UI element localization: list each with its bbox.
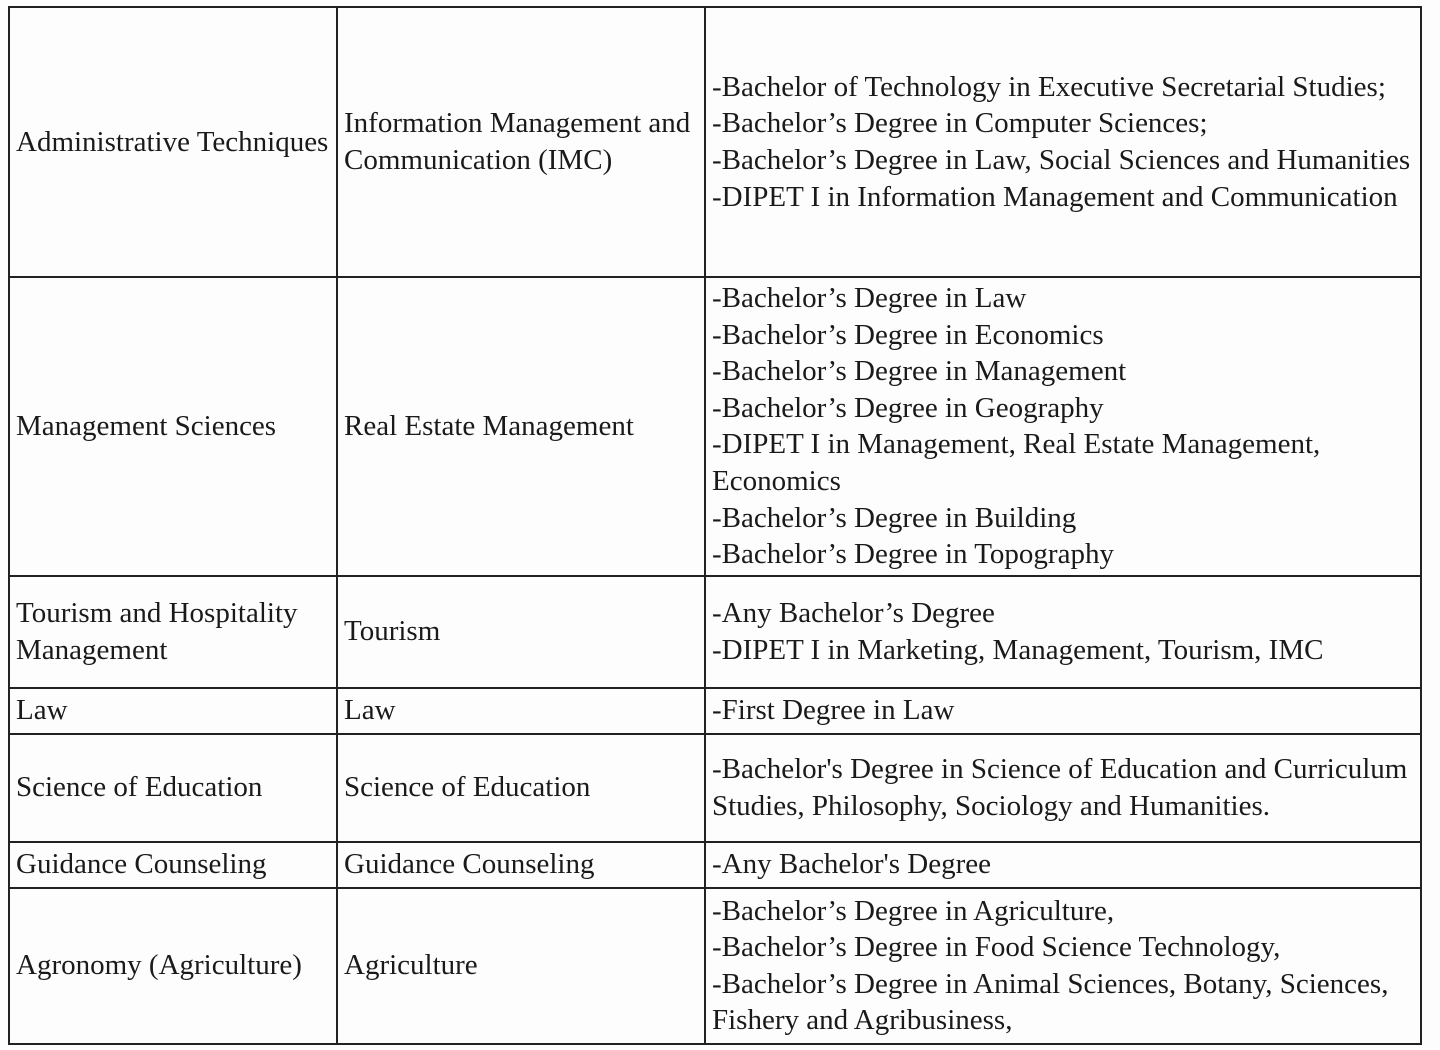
programme-cell: Information Management and Communication (IMC) xyxy=(337,7,705,277)
requirement-line: -Bachelor’s Degree in Law xyxy=(712,282,1027,314)
programme-cell: Real Estate Management xyxy=(337,277,705,576)
requirement-line: -Bachelor of Technology in Executive Secretarial Studies; xyxy=(712,70,1386,103)
table-row xyxy=(9,888,1421,1044)
field-cell: Law xyxy=(9,688,337,734)
table-row xyxy=(9,688,1421,734)
requirements-cell xyxy=(705,277,1421,576)
requirements-cell xyxy=(705,734,1421,842)
table-row xyxy=(9,734,1421,842)
requirement-line: -Bachelor’s Degree in Law, Social Sciences and Humanities xyxy=(712,144,1411,176)
field-cell: Administrative Techniques xyxy=(9,7,337,277)
requirements-cell xyxy=(705,688,1421,734)
requirement-line: -Any Bachelor’s Degree xyxy=(712,597,995,630)
programme-cell: Tourism xyxy=(337,576,705,688)
table-row xyxy=(9,7,1421,277)
table-row xyxy=(9,277,1421,576)
requirement-line: -DIPET I in Marketing, Management, Tourism, IMC xyxy=(712,633,1324,666)
field-cell: Tourism and Hospitality Management xyxy=(9,576,337,688)
requirements-cell xyxy=(705,888,1421,1044)
requirement-line: -DIPET I in Management, Real Estate Management, Economics xyxy=(712,428,1321,497)
requirements-cell xyxy=(705,576,1421,688)
requirement-line: -Bachelor’s Degree in Management xyxy=(712,355,1127,388)
requirement-line: -Bachelor’s Degree in Building xyxy=(712,501,1077,534)
table-row xyxy=(9,576,1421,688)
requirement-line: -Bachelor’s Degree in Topography xyxy=(712,538,1114,571)
requirements-cell xyxy=(705,7,1421,277)
programme-cell: Law xyxy=(337,688,705,734)
requirement-line: -Bachelor’s Degree in Agriculture, xyxy=(712,894,1115,927)
field-cell: Science of Education xyxy=(9,734,337,842)
requirement-line: -Bachelor’s Degree in Geography xyxy=(712,391,1104,424)
requirement-line: -Bachelor’s Degree in Computer Sciences; xyxy=(712,107,1208,140)
field-cell: Guidance Counseling xyxy=(9,842,337,888)
requirements-cell xyxy=(705,842,1421,888)
programme-cell: Science of Education xyxy=(337,734,705,842)
admission-requirements-table xyxy=(8,6,1422,1045)
requirement-line: -Any Bachelor's Degree xyxy=(712,848,991,881)
field-cell: Agronomy (Agriculture) xyxy=(9,888,337,1044)
requirement-line: -DIPET I in Information Management and Communication xyxy=(712,180,1398,213)
requirement-line: -Bachelor’s Degree in Food Science Technology, xyxy=(712,931,1281,964)
requirement-line: -Bachelor’s Degree in Economics xyxy=(712,318,1104,351)
field-cell: Management Sciences xyxy=(9,277,337,576)
requirement-line: -Bachelor's Degree in Science of Education and Curriculum Studies, Philosophy, Sociology and Humanities. xyxy=(712,753,1408,822)
programme-cell: Guidance Counseling xyxy=(337,842,705,888)
requirement-line: -First Degree in Law xyxy=(712,694,955,727)
programme-cell: Agriculture xyxy=(337,888,705,1044)
table-row xyxy=(9,842,1421,888)
requirement-line: -Bachelor’s Degree in Animal Sciences, Botany, Sciences, Fishery and Agribusiness, xyxy=(712,967,1389,1037)
